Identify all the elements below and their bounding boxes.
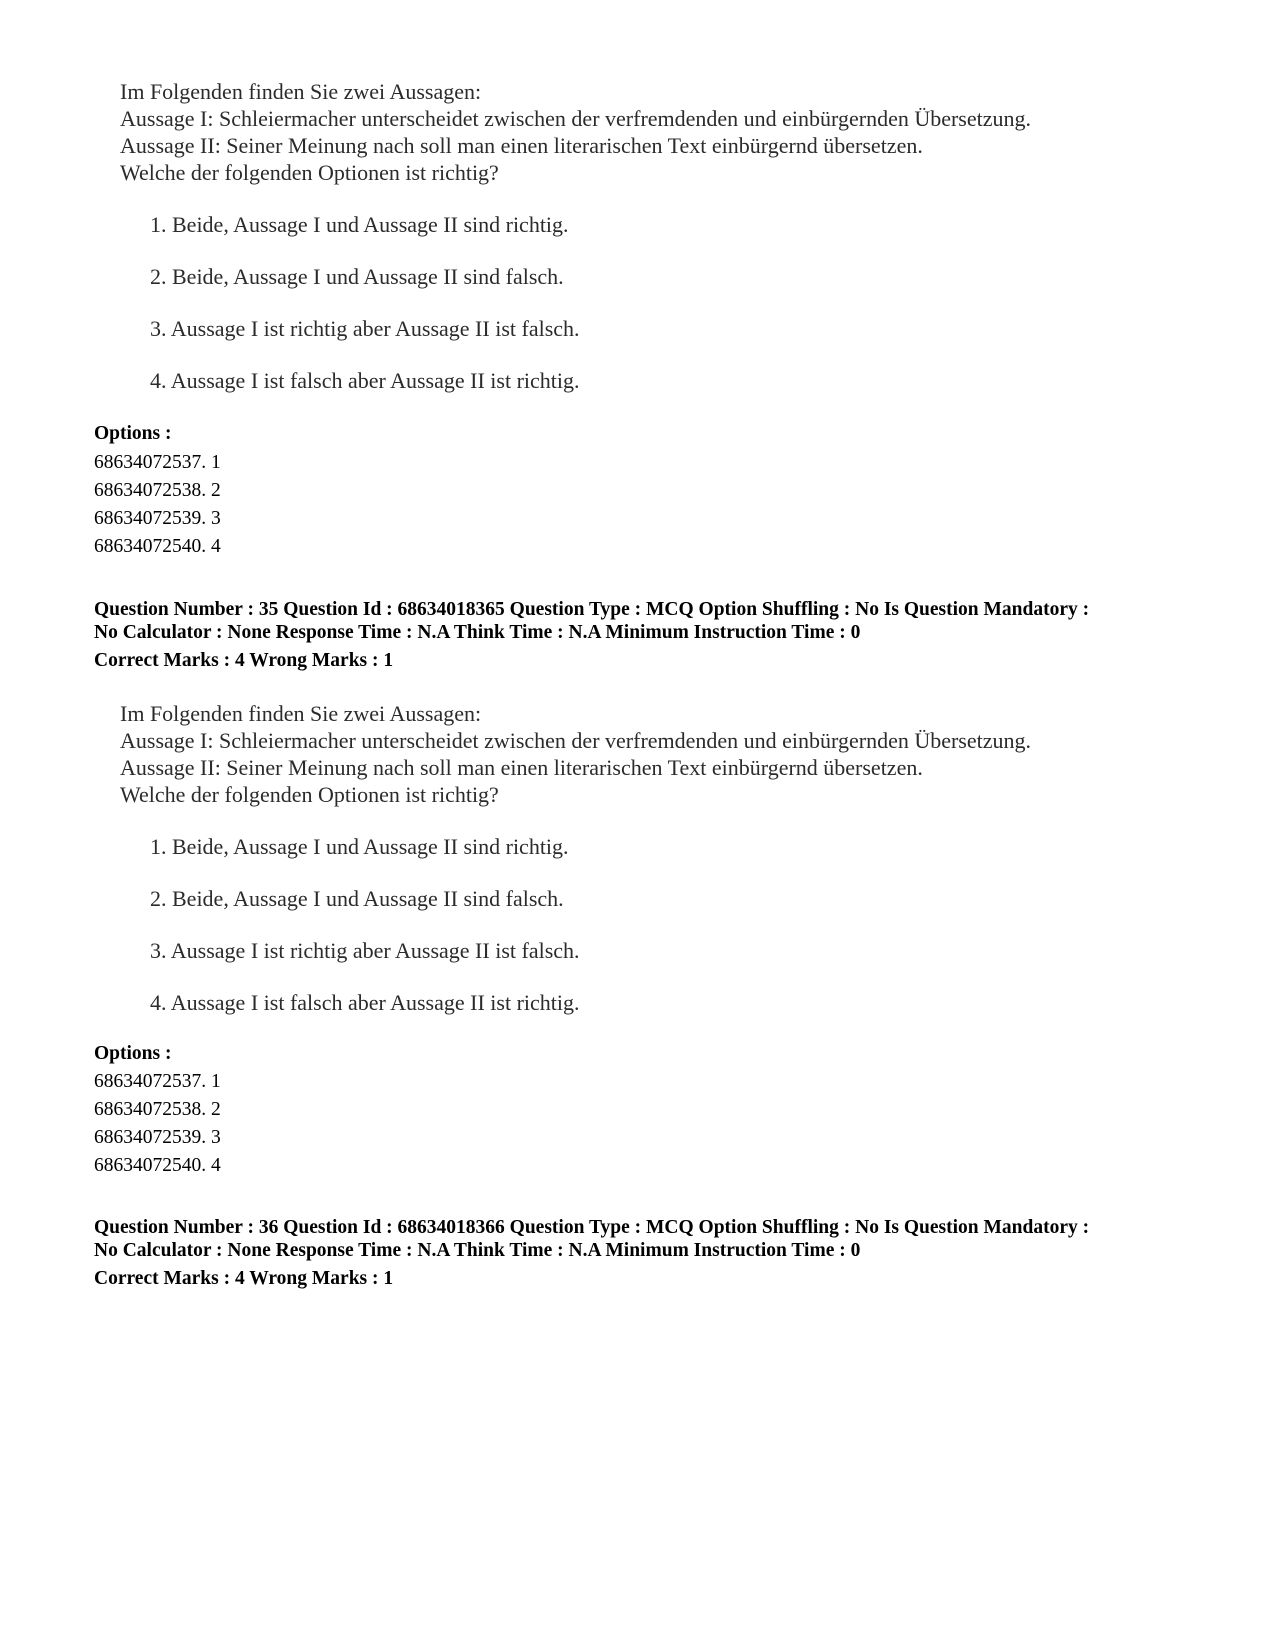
option-id-row: 68634072538. 2 — [94, 480, 221, 501]
question-stem-line: Im Folgenden finden Sie zwei Aussagen: — [120, 701, 482, 726]
question-stem-line: Im Folgenden finden Sie zwei Aussagen: — [120, 79, 482, 104]
answer-choice: 1. Beide, Aussage I und Aussage II sind richtig. — [150, 834, 569, 859]
option-id-row: 68634072539. 3 — [94, 508, 221, 529]
question-header-line: No Calculator : None Response Time : N.A Think Time : N.A Minimum Instruction Time : 0 — [94, 1240, 861, 1261]
question-stem-line: Aussage II: Seiner Meinung nach soll man einen literarischen Text einbürgernd übersetzen. — [120, 755, 923, 780]
question-stem-line: Welche der folgenden Optionen ist richtig? — [120, 782, 499, 807]
question-marks: Correct Marks : 4 Wrong Marks : 1 — [94, 1268, 394, 1289]
options-label: Options : — [94, 423, 172, 444]
question-stem-line: Aussage I: Schleiermacher unterscheidet zwischen der verfremdenden und einbürgernden Übersetzung. — [120, 728, 1032, 753]
answer-choice: 4. Aussage I ist falsch aber Aussage II ist richtig. — [150, 368, 580, 393]
option-id-row: 68634072537. 1 — [94, 452, 221, 473]
question-header-line: No Calculator : None Response Time : N.A Think Time : N.A Minimum Instruction Time : 0 — [94, 622, 861, 643]
option-id-row: 68634072538. 2 — [94, 1099, 221, 1120]
answer-choice: 3. Aussage I ist richtig aber Aussage II ist falsch. — [150, 938, 580, 963]
question-stem-line: Welche der folgenden Optionen ist richtig? — [120, 160, 499, 185]
option-id-row: 68634072537. 1 — [94, 1071, 221, 1092]
answer-choice: 4. Aussage I ist falsch aber Aussage II ist richtig. — [150, 990, 580, 1015]
question-header-line: Question Number : 36 Question Id : 68634018366 Question Type : MCQ Option Shuffling : No Is Question Mandatory : — [94, 1217, 1090, 1238]
option-id-row: 68634072540. 4 — [94, 1155, 221, 1176]
answer-choice: 1. Beide, Aussage I und Aussage II sind richtig. — [150, 212, 569, 237]
question-stem-line: Aussage I: Schleiermacher unterscheidet zwischen der verfremdenden und einbürgernden Übersetzung. — [120, 106, 1032, 131]
options-label: Options : — [94, 1043, 172, 1064]
answer-choice: 3. Aussage I ist richtig aber Aussage II ist falsch. — [150, 316, 580, 341]
question-header-line: Question Number : 35 Question Id : 68634018365 Question Type : MCQ Option Shuffling : No Is Question Mandatory : — [94, 599, 1090, 620]
answer-choice: 2. Beide, Aussage I und Aussage II sind falsch. — [150, 886, 564, 911]
question-marks: Correct Marks : 4 Wrong Marks : 1 — [94, 650, 394, 671]
option-id-row: 68634072539. 3 — [94, 1127, 221, 1148]
question-stem-line: Aussage II: Seiner Meinung nach soll man einen literarischen Text einbürgernd übersetzen. — [120, 133, 923, 158]
answer-choice: 2. Beide, Aussage I und Aussage II sind falsch. — [150, 264, 564, 289]
option-id-row: 68634072540. 4 — [94, 536, 221, 557]
